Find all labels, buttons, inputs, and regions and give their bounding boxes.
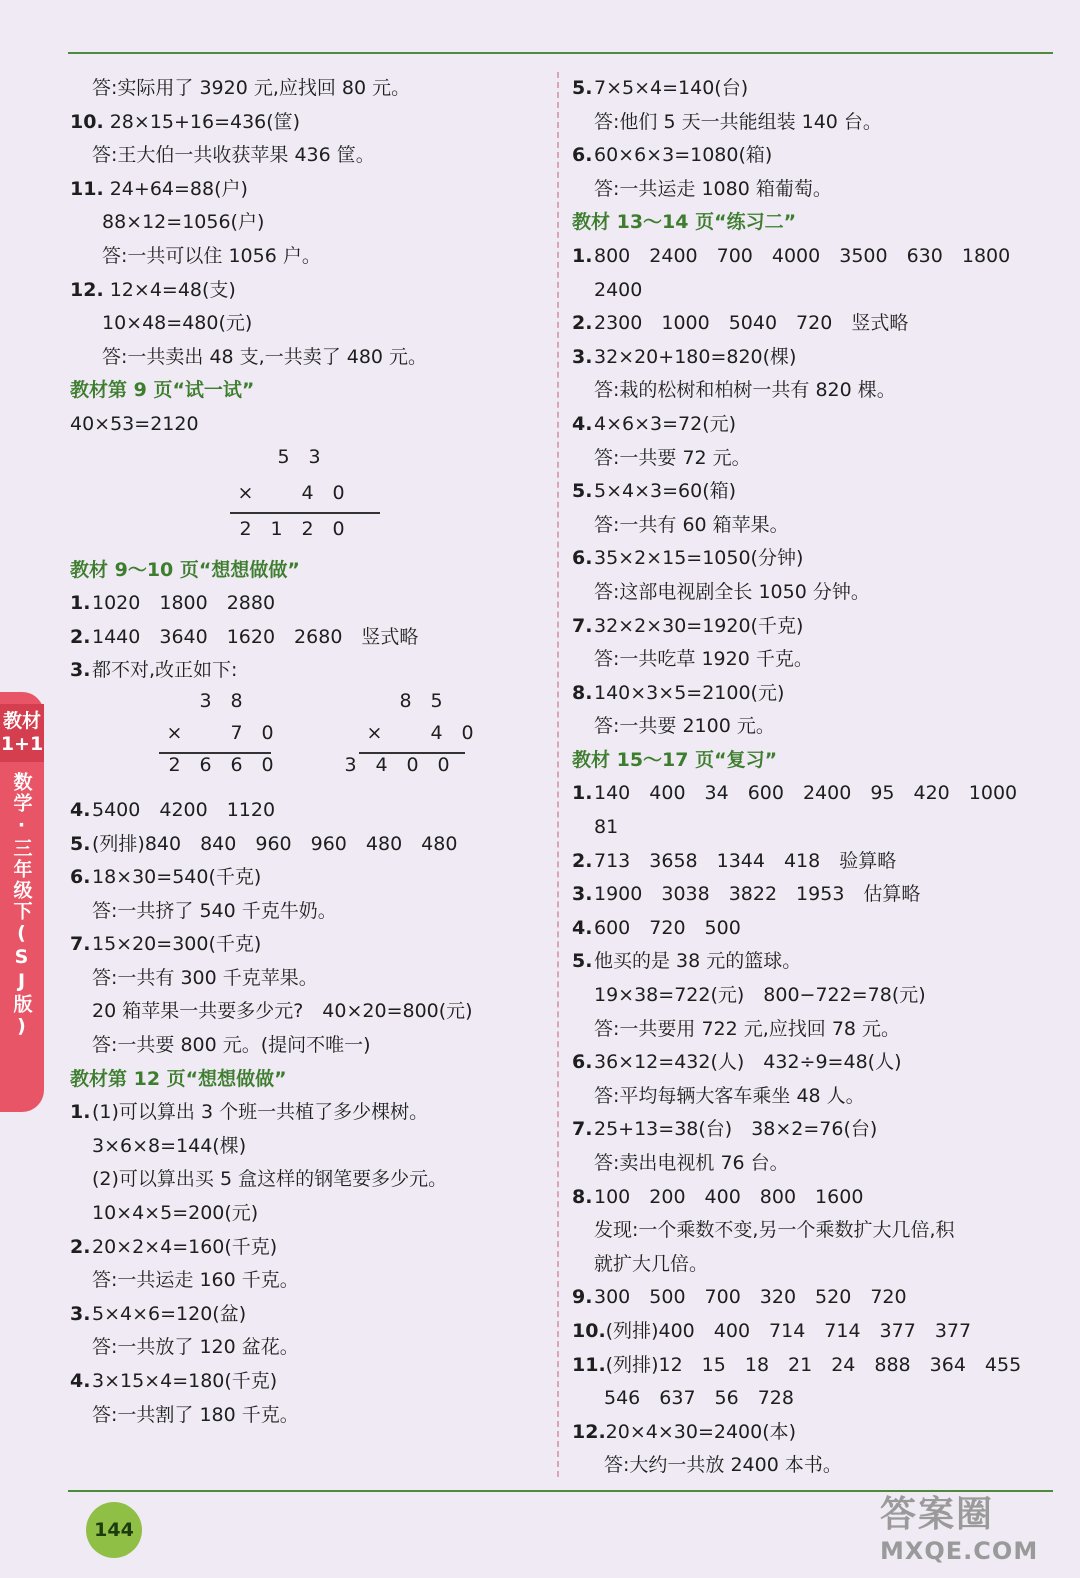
question-number: 5.: [572, 77, 593, 99]
side-tab: [0, 692, 44, 1112]
question-number: 7.: [70, 933, 91, 956]
question-number: 5.: [572, 950, 593, 973]
question-number: 8.: [572, 681, 593, 704]
question-number: 7.: [572, 1118, 593, 1141]
answer-item: [70, 1298, 550, 1332]
digit: 0: [406, 753, 419, 776]
question-number: 1.: [70, 1101, 91, 1124]
answer-values: 713 3658 1344 418 验算略: [594, 849, 897, 872]
section-heading: 教材 15～17 页“复习”: [572, 748, 778, 771]
equation-line: 88×12=1056(户): [102, 211, 265, 234]
answer-item: [572, 878, 1052, 912]
answer-item: [572, 1315, 1052, 1349]
times-sign: ×: [366, 721, 383, 744]
digit: 3: [199, 689, 212, 712]
right-column: [572, 72, 1052, 1483]
equation: 35×2×15=1050(分钟): [594, 547, 804, 570]
digit: 8: [230, 689, 243, 712]
answer-values: 600 720 500: [594, 916, 741, 939]
answer-item: [572, 945, 1052, 979]
answer-line: 答:一共放了 120 盆花。: [92, 1336, 299, 1359]
question-12: [70, 274, 550, 308]
watermark-logo-text: 答案圈: [880, 1494, 995, 1535]
answer-line: 答:一共有 60 箱苹果。: [594, 513, 789, 536]
section-heading: 教材 13～14 页“练习二”: [572, 211, 797, 234]
equation-line: 40×53=2120: [70, 412, 199, 435]
question-number: 9.: [572, 1286, 593, 1309]
answer-item: [572, 1349, 1052, 1383]
answer-item: [70, 621, 550, 655]
question-number: 6.: [70, 866, 91, 889]
finding-text: 发现:一个乘数不变,另一个乘数扩大几倍,积: [594, 1219, 955, 1242]
digit: 2: [168, 753, 181, 776]
answer-item: [70, 928, 550, 962]
digit: 8: [399, 689, 412, 712]
question-number: 10.: [70, 110, 104, 133]
answer-values: 140 400 34 600 2400 95 420 1000: [594, 782, 1018, 805]
answer-item: [70, 794, 550, 828]
question-number: 2.: [572, 849, 593, 872]
digit: 6: [230, 753, 243, 776]
watermark: [880, 1486, 1060, 1565]
answer-values: 300 500 700 320 520 720: [594, 1286, 907, 1309]
digit: 5: [277, 445, 290, 468]
column-divider: [557, 72, 559, 1477]
answer-line: 答:一共要 2100 元。: [594, 715, 775, 738]
answer-line: 答:卖出电视机 76 台。: [594, 1152, 789, 1174]
equation-line: 10×4×5=200(元): [92, 1202, 259, 1225]
question-number: 1.: [572, 244, 593, 267]
answer-values: (列排)12 15 18 21 24 888 364 455: [605, 1353, 1022, 1376]
answer-item: [70, 1096, 550, 1130]
answer-item: [572, 475, 1052, 509]
answer-line: 答:一共要 800 元。(提问不唯一): [92, 1034, 371, 1057]
answer-item: [70, 1365, 550, 1399]
answer-line: 答:他们 5 天一共能组装 140 台。: [594, 110, 882, 133]
times-sign: ×: [237, 481, 254, 504]
answer-item: [572, 777, 1052, 811]
equation: 20×4×30=2400(本): [605, 1420, 797, 1443]
answer-item: [70, 654, 550, 688]
answer-item: [572, 72, 1052, 106]
question-number: 10.: [572, 1319, 606, 1342]
page-number: 144: [86, 1502, 142, 1558]
answer-values: 546 637 56 728: [604, 1387, 794, 1410]
equation: 7×5×4=140(台): [594, 77, 749, 99]
digit: 2: [301, 517, 314, 540]
vertical-multiplication: [70, 442, 550, 554]
answer-item: [572, 677, 1052, 711]
equation-line: 10×48=480(元): [102, 312, 253, 335]
answer-text: 他买的是 38 元的篮球。: [594, 950, 802, 973]
answer-item: [572, 408, 1052, 442]
vertical-corrections: [70, 688, 550, 794]
question-11: [70, 173, 550, 207]
answer-values: 2300 1000 5040 720 竖式略: [594, 312, 909, 335]
answer-item: [572, 341, 1052, 375]
equation: 140×3×5=2100(元): [594, 681, 785, 704]
answer-item: [70, 587, 550, 621]
answer-item: [572, 542, 1052, 576]
equation: 60×6×3=1080(箱): [594, 144, 773, 167]
top-rule: [68, 52, 1053, 54]
digit: 6: [199, 753, 212, 776]
side-tab-subject: 数学·三年级下(SJ版): [10, 772, 33, 1039]
question-number: 4.: [572, 916, 593, 939]
question-number: 6.: [572, 1051, 593, 1074]
question-number: 2.: [70, 1235, 91, 1258]
digit: 4: [375, 753, 388, 776]
digit: 3: [344, 753, 357, 776]
digit: 5: [430, 689, 443, 712]
question-number: 3.: [70, 659, 91, 682]
answer-line: 答:一共可以住 1056 户。: [102, 244, 321, 267]
question-number: 8.: [572, 1185, 593, 1208]
question-number: 7.: [572, 614, 593, 637]
question-number: 4.: [70, 1370, 91, 1392]
question-number: 3.: [70, 1302, 91, 1325]
answer-line: 答:一共卖出 48 支,一共卖了 480 元。: [102, 345, 428, 368]
answer-item: [572, 610, 1052, 644]
sum-line: [230, 512, 380, 514]
question-10: [70, 106, 550, 140]
question-number: 2.: [70, 625, 91, 648]
digit: 4: [430, 721, 443, 744]
answer-item: [572, 1416, 1052, 1450]
question-line: 20 箱苹果一共要多少元? 40×20=800(元): [92, 1000, 473, 1023]
answer-line: 答:一共要用 722 元,应找回 78 元。: [594, 1017, 901, 1040]
answer-values: 800 2400 700 4000 3500 630 1800: [594, 244, 1011, 267]
section-heading: 教材第 9 页“试一试”: [70, 379, 255, 402]
question-number: 11.: [70, 177, 104, 200]
equation: 32×20+180=820(棵): [594, 345, 797, 368]
answer-text: (2)可以算出买 5 盒这样的钢笔要多少元。: [92, 1168, 448, 1191]
question-number: 4.: [572, 412, 593, 435]
answer-text: (1)可以算出 3 个班一共植了多少棵树。: [92, 1101, 429, 1124]
question-number: 3.: [572, 883, 593, 906]
digit: 0: [332, 517, 345, 540]
answer-line: 答:平均每辆大客车乘坐 48 人。: [594, 1084, 865, 1107]
answer-item: [70, 1231, 550, 1265]
equation: 25+13=38(台) 38×2=76(台): [594, 1118, 878, 1141]
digit: 0: [332, 481, 345, 504]
answer-line: 答:这部电视剧全长 1050 分钟。: [594, 580, 870, 603]
answer-line: 答:一共有 300 千克苹果。: [92, 966, 318, 989]
digit: 0: [461, 721, 474, 744]
question-number: 1.: [572, 782, 593, 805]
answer-values: 81: [594, 816, 619, 839]
digit: 1: [270, 517, 283, 540]
question-number: 4.: [70, 798, 91, 821]
section-heading: 教材 9～10 页“想想做做”: [70, 558, 300, 581]
equation: 20×2×4=160(千克): [92, 1235, 278, 1258]
answer-values: 1900 3038 3822 1953 估算略: [594, 883, 921, 906]
question-number: 6.: [572, 144, 593, 167]
equation-line: 3×6×8=144(棵): [92, 1134, 247, 1157]
equation-line: 19×38=722(元) 800−722=78(元): [594, 984, 926, 1007]
answer-item: [572, 845, 1052, 879]
question-number: 6.: [572, 547, 593, 570]
question-number: 1.: [70, 592, 91, 615]
answer-item: [572, 1113, 1052, 1147]
equation: 5×4×3=60(箱): [594, 480, 737, 503]
equation: 15×20=300(千克): [92, 933, 262, 956]
equation: 18×30=540(千克): [92, 866, 262, 889]
question-number: 12.: [572, 1420, 606, 1443]
answer-item: [572, 912, 1052, 946]
answer-line: 答:一共要 72 元。: [594, 446, 751, 469]
answer-values: 1020 1800 2880: [92, 592, 276, 615]
equation: 5×4×6=120(盆): [92, 1302, 247, 1325]
answer-item: [70, 861, 550, 895]
answer-item: [572, 139, 1052, 173]
question-number: 5.: [572, 480, 593, 503]
question-number: 11.: [572, 1353, 606, 1376]
answer-values: (列排)400 400 714 714 377 377: [605, 1319, 972, 1342]
equation: 3×15×4=180(千克): [92, 1370, 278, 1392]
answer-values: 1440 3640 1620 2680 竖式略: [92, 625, 419, 648]
question-number: 2.: [572, 312, 593, 335]
answer-line: 答:大约一共放 2400 本书。: [604, 1454, 842, 1477]
equation: 24+64=88(户): [109, 177, 248, 200]
answer-line: 答:一共运走 160 千克。: [92, 1269, 299, 1292]
answer-values: 100 200 400 800 1600: [594, 1185, 864, 1208]
question-number: 12.: [70, 278, 104, 301]
question-number: 5.: [70, 832, 91, 855]
answer-values: 5400 4200 1120: [92, 798, 276, 821]
answer-line: 答:一共吃草 1920 千克。: [594, 648, 813, 671]
digit: 2: [239, 517, 252, 540]
digit: 4: [301, 481, 314, 504]
equation: 12×4=48(支): [109, 278, 236, 301]
answer-line: 答:一共割了 180 千克。: [92, 1403, 299, 1426]
side-tab-brand: 教材1+1: [0, 704, 44, 762]
answer-item: [572, 240, 1052, 274]
times-sign: ×: [166, 721, 183, 744]
digit: 0: [261, 721, 274, 744]
digit: 7: [230, 721, 243, 744]
watermark-url: MXQE.COM: [880, 1537, 1039, 1565]
answer-values: 2400: [594, 278, 643, 301]
answer-line: 答:王大伯一共收获苹果 436 筐。: [92, 144, 375, 167]
digit: 3: [308, 445, 321, 468]
equation: 28×15+16=436(筐): [109, 110, 301, 133]
section-heading: 教材第 12 页“想想做做”: [70, 1067, 287, 1090]
digit: 0: [437, 753, 450, 776]
answer-line: 答:实际用了 3920 元,应找回 80 元。: [92, 77, 411, 99]
finding-text: 就扩大几倍。: [594, 1252, 709, 1275]
answer-item: [572, 1046, 1052, 1080]
answer-item: [572, 1281, 1052, 1315]
answer-line: 答:栽的松树和柏树一共有 820 棵。: [594, 379, 896, 402]
equation: 36×12=432(人) 432÷9=48(人): [594, 1051, 902, 1074]
answer-line: 答:一共运走 1080 箱葡萄。: [594, 177, 832, 200]
answer-line: 答:一共挤了 540 千克牛奶。: [92, 899, 337, 922]
equation: 4×6×3=72(元): [594, 412, 737, 435]
equation: 32×2×30=1920(千克): [594, 614, 804, 637]
answer-item: [572, 1181, 1052, 1215]
answer-text: 都不对,改正如下:: [92, 659, 238, 682]
left-column: [70, 72, 550, 1432]
answer-item: [70, 828, 550, 862]
answer-values: (列排)840 840 960 960 480 480: [92, 832, 458, 855]
answer-item: [572, 307, 1052, 341]
question-number: 3.: [572, 345, 593, 368]
digit: 0: [261, 753, 274, 776]
